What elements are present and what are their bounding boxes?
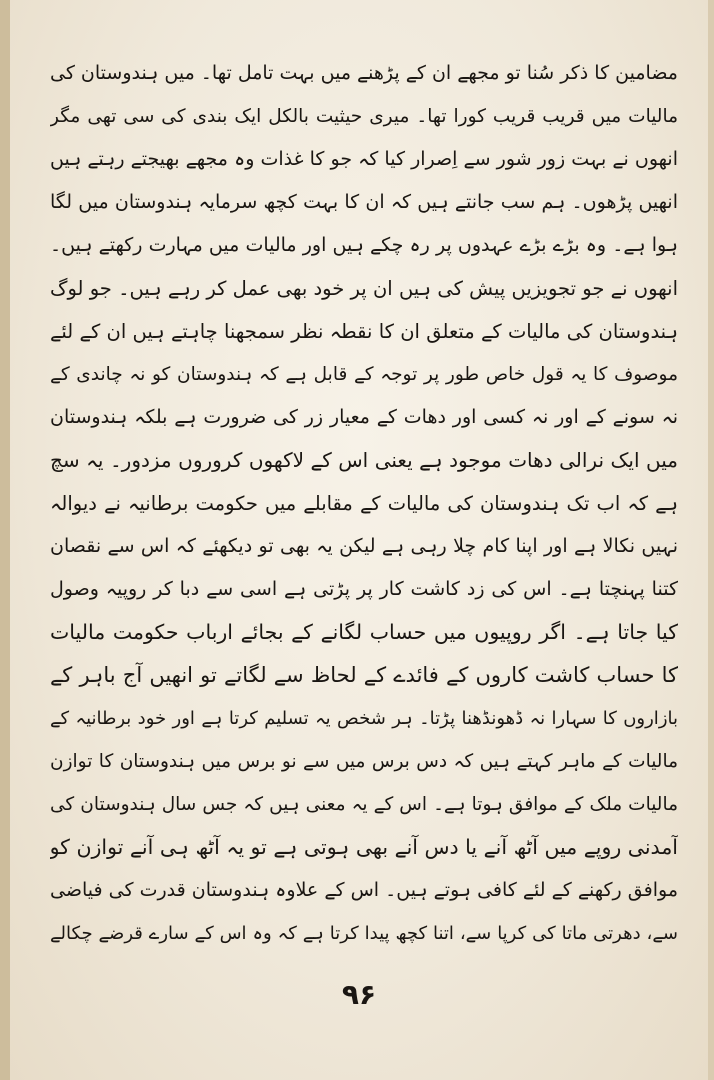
text-line-20: موافق رکھنے کے لئے کافی ہوتے ہیں۔ اس کے علاوہ ہندوستان قدرت کی فیاضی <box>50 879 678 901</box>
text-line-4: انھیں پڑھوں۔ ہم سب جانتے ہیں کہ ان کا بہت کچھ سرمایہ ہندوستان میں لگا <box>50 191 678 213</box>
body-text <box>50 52 678 955</box>
text-line-8: موصوف کا یہ قول خاص طور پر توجہ کے قابل ہے کہ ہندوستان کو نہ چاندی کے <box>50 364 678 385</box>
text-line-14: کیا جاتا ہے۔ اگر روپیوں میں حساب لگانے کے بجائے ارباب حکومت مالیات <box>50 620 678 644</box>
text-line-2: مالیات میں قریب قریب کورا تھا۔ میری حیثیت بالکل ایک بندی کی سی تھی مگر <box>50 106 678 127</box>
text-line-18: مالیات ملک کے موافق ہوتا ہے۔ اس کے یہ معنی ہیں کہ جس سال ہندوستان کی <box>50 794 678 815</box>
text-line-17: مالیات کے ماہر کہتے ہیں کہ دس برس میں سے نو برس میں ہندوستان کا توازن <box>50 751 678 772</box>
text-line-3: انھوں نے بہت زور شور سے اِصرار کیا کہ جو کا غذات وہ مجھے بھیجتے رہتے ہیں <box>50 148 678 170</box>
text-line-6: انھوں نے جو تجویزیں پیش کی ہیں ان پر خود بھی عمل کر رہے ہیں۔ جو لوگ <box>50 277 678 300</box>
text-line-7: ہندوستان کی مالیات کے متعلق ان کا نقطہ نظر سمجھنا چاہتے ہیں ان کے لئے <box>50 320 678 343</box>
text-line-10: میں ایک نرالی دھات موجود ہے یعنی اس کے لاکھوں کروروں مزدور۔ یہ سچ <box>50 448 678 472</box>
page-number: ۹۶ <box>341 978 377 1011</box>
text-line-16: بازاروں کا سہارا نہ ڈھونڈھنا پڑتا۔ ہر شخص یہ تسلیم کرتا ہے اور خود برطانیہ کے <box>50 708 678 729</box>
text-line-13: کتنا پہنچتا ہے۔ اس کی زد کاشت کار پر پڑتی ہے اسی سے دبا کر روپیہ وصول <box>50 578 678 600</box>
text-line-9: نہ سونے کے اور نہ کسی اور دھات کے معیار زر کی ضرورت ہے بلکہ ہندوستان <box>50 406 678 428</box>
text-line-15: کا حساب کاشت کاروں کے فائدے کے لحاظ سے لگاتے تو انھیں آج باہر کے <box>50 663 678 687</box>
text-line-11: ہے کہ اب تک ہندوستان کی مالیات کے مقابلے میں حکومت برطانیہ نے دیوالہ <box>50 492 678 515</box>
text-line-1: مضامین کا ذکر سُنا تو مجھے ان کے پڑھنے میں بہت تامل تھا۔ میں ہندوستان کی <box>50 62 678 84</box>
text-line-12: نہیں نکالا ہے اور اپنا کام چلا رہی ہے لیکن یہ بھی تو دیکھئے کہ اس سے نقصان <box>50 535 678 557</box>
text-line-21: سے، دھرتی ماتا کی کرپا سے، اتنا کچھ پیدا کرتا ہے کہ وہ اس کے سارے قرضے چکالے <box>50 923 678 944</box>
text-line-19: آمدنی روپے میں آٹھ آنے یا دس آنے بھی ہوتی ہے تو یہ آٹھ ہی آنے توازن کو <box>50 835 678 859</box>
text-line-5: ہوا ہے۔ وہ بڑے بڑے عہدوں پر رہ چکے ہیں اور مالیات میں مہارت رکھتے ہیں۔ <box>50 234 678 256</box>
